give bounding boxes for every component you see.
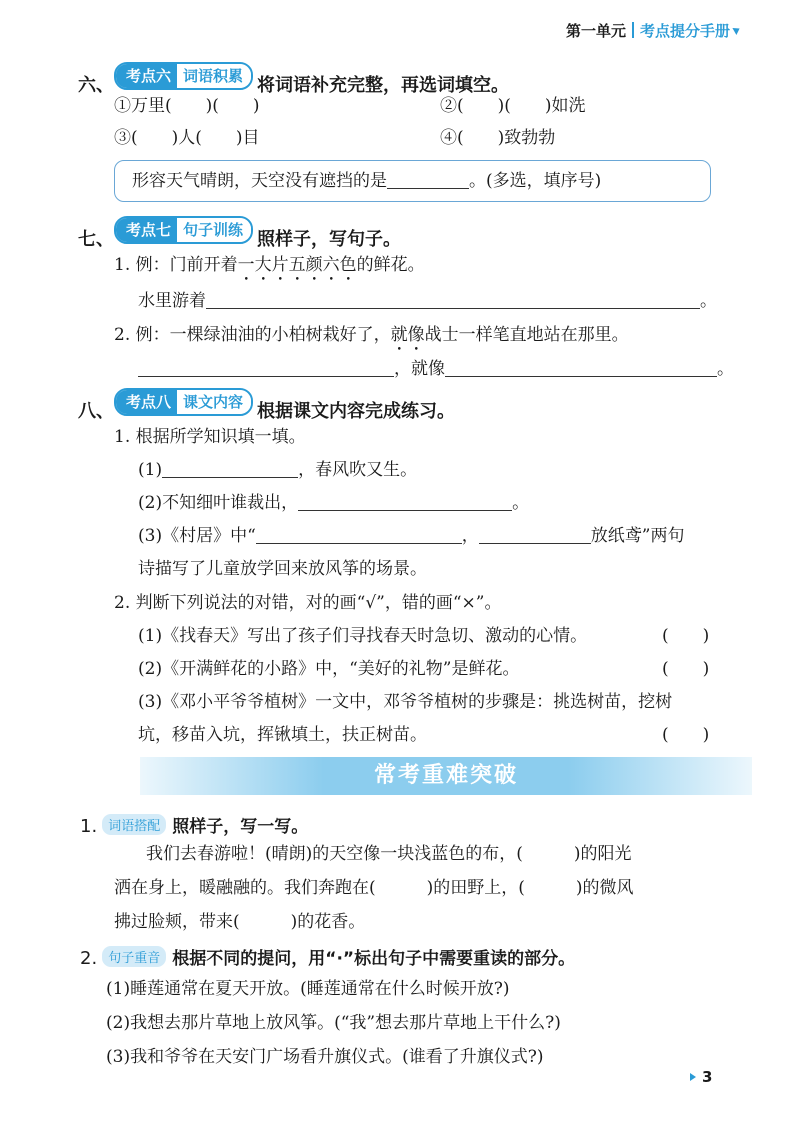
example-sentence-1 [114,252,425,285]
answer-line-1 [138,288,717,314]
answer-blank[interactable] [256,543,462,544]
section-number: 七、 [78,229,114,250]
question-title: 照样子，写一写。 [172,817,309,837]
answer-blank[interactable] [298,510,512,511]
header-divider [632,22,634,38]
section-title: 根据课文内容完成练习。 [257,401,456,422]
judge-item-3-cont: 坑，移苗入坑，挥锹填土，扶正树苗。 [138,725,427,745]
book-title: 考点提分手册 [639,22,730,40]
fill-box-suffix: 。(多选，填序号) [469,171,602,191]
word-item-2: ②( )( )如洗 [440,96,586,116]
judge-paren[interactable]: ( ) [662,659,710,679]
judge-paren[interactable]: ( ) [662,725,710,745]
prompt-text: 水里游着 [138,291,206,311]
question-number: 1. [80,816,98,837]
answer-blank[interactable] [162,477,298,478]
item-text: ，春风吹又生。 [298,460,418,480]
page-number [690,1068,712,1086]
item-text: 。 [512,493,530,513]
example-text: 的鲜花。 [356,255,425,275]
section-6-heading [78,62,509,97]
fill-item-3-cont: 诗描写了儿童放学回来放风筝的场景。 [138,559,427,579]
section-banner [140,757,752,795]
word-item-1: ①万里( )( ) [114,96,260,116]
word-item-4: ④( )致勃勃 [440,128,556,148]
question-8-2: 2. 判断下列说法的对错，对的画“√”，错的画“×”。 [114,593,502,613]
fill-item-3 [138,523,684,549]
unit-label: 第一单元 [565,22,626,40]
badge-point: 考点七 [116,218,177,242]
example-text: 2. 例：一棵绿油油的小柏树栽好了， [114,325,391,345]
header-arrow-icon [732,25,741,35]
page-arrow-icon [690,1073,696,1081]
answer-blank[interactable] [387,188,469,189]
stress-item-2: (2)我想去那片草地上放风筝。(“我”想去那片草地上干什么?) [106,1013,561,1033]
fill-box-text [132,168,601,194]
question-tag: 句子重音 [102,946,166,967]
judge-item-1: (1)《找春天》写出了孩子们寻找春天时急切、激动的心情。 [138,626,588,646]
fill-item-2 [138,490,529,516]
judge-item-2: (2)《开满鲜花的小路》中，“美好的礼物”是鲜花。 [138,659,520,679]
section-title: 照样子，写句子。 [257,229,402,250]
badge-topic: 词语积累 [177,64,251,88]
question-title: 根据不同的提问，用“·”标出句子中需要重读的部分。 [172,949,576,969]
item-label: (1) [138,460,163,480]
passage-line-2: 洒在身上，暖融融的。我们奔跑在( )的田野上，( )的微风 [114,878,634,898]
answer-blank[interactable] [138,376,394,377]
banner-title: 常考重难突破 [373,763,518,788]
badge-point: 考点六 [116,64,177,88]
answer-blank[interactable] [479,543,591,544]
section-badge [114,388,253,416]
section-badge [114,62,253,90]
answer-blank[interactable] [445,376,717,377]
practice-1-heading [80,812,308,837]
emphasized-text: 就像 [390,325,425,345]
passage-line-1: 我们去春游啦！(晴朗)的天空像一块浅蓝色的布，( )的阳光 [146,844,632,864]
judge-paren[interactable]: ( ) [662,626,710,646]
item-text: ， [461,526,479,546]
badge-topic: 句子训练 [177,218,251,242]
answer-blank[interactable] [206,308,700,309]
example-text: 1. 例：门前开着 [114,255,238,275]
practice-2-heading [80,944,575,969]
prompt-text: ，就像 [394,359,445,379]
item-text: 放纸鸢”两句 [590,526,685,546]
question-tag: 词语搭配 [102,814,166,835]
item-text: (2)不知细叶谁裁出， [138,493,299,513]
page-header [566,20,730,41]
stress-item-3: (3)我和爷爷在天安门广场看升旗仪式。(谁看了升旗仪式?) [106,1047,544,1067]
judge-item-3: (3)《邓小平爷爷植树》一文中，邓爷爷植树的步骤是：挑选树苗，挖树 [138,692,673,712]
page-number-value: 3 [702,1068,713,1086]
question-8-1: 1. 根据所学知识填一填。 [114,427,306,447]
section-number: 六、 [78,75,114,96]
fill-box-prompt: 形容天气晴朗，天空没有遮挡的是 [132,171,387,191]
question-number: 2. [80,948,98,969]
item-text: (3)《村居》中“ [138,526,256,546]
example-sentence-2 [114,322,629,355]
emphasized-text: 一大片五颜六色 [237,255,357,275]
fill-item-1 [138,457,417,483]
word-item-3: ③( )人( )目 [114,128,260,148]
badge-point: 考点八 [116,390,177,414]
stress-item-1: (1)睡莲通常在夏天开放。(睡莲通常在什么时候开放?) [106,979,510,999]
answer-line-2 [138,356,734,382]
period: 。 [700,291,717,311]
period: 。 [717,359,734,379]
section-badge [114,216,253,244]
passage-line-3: 拂过脸颊，带来( )的花香。 [114,912,366,932]
section-number: 八、 [78,401,114,422]
section-title: 将词语补充完整，再选词填空。 [257,75,510,96]
section-7-heading [78,216,401,251]
badge-topic: 课文内容 [177,390,251,414]
example-text: 战士一样笔直地站在那里。 [424,325,629,345]
section-8-heading [78,388,455,423]
